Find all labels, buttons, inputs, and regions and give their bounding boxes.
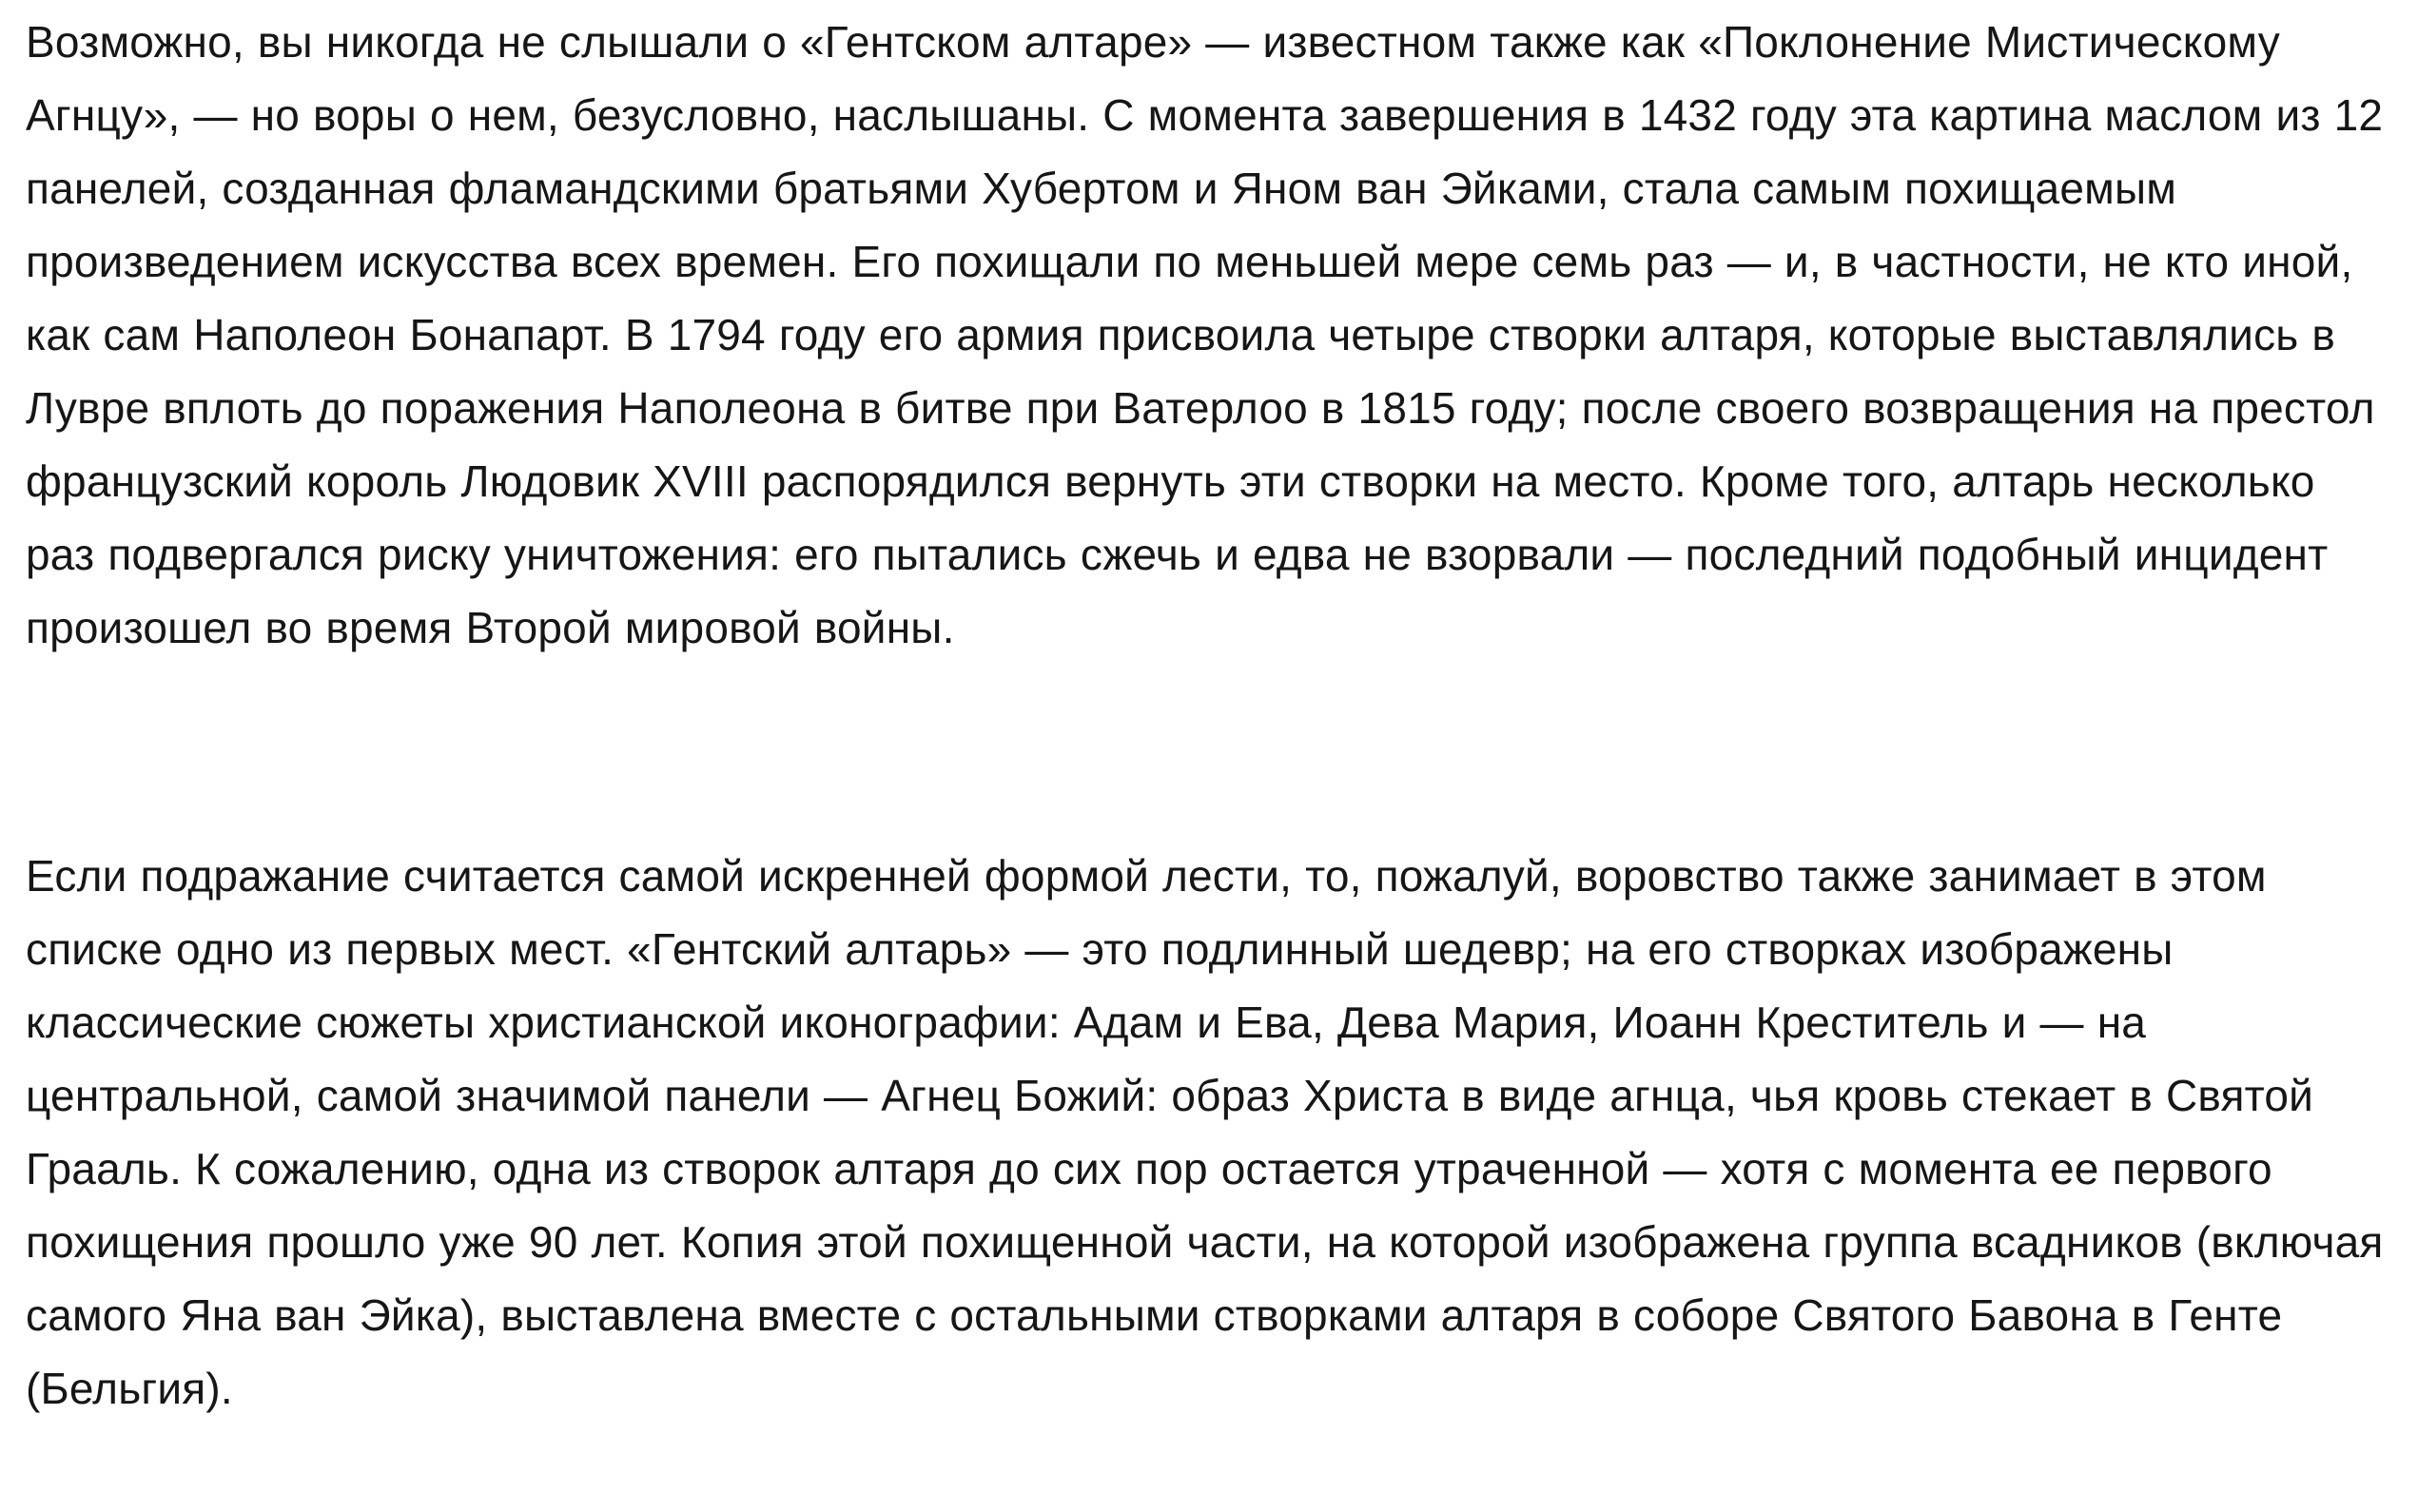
paragraph-ghent-altar-masterpiece: Если подражание считается самой искренней формой лести, то, пожалуй, воровство также занимает в этом списке одно из первых мест. «Гентский алтарь» — это подлинный шедевр; на его створках изображены классические сюжеты христианской иконографии: Адам и Ева, Дева Мария, Иоанн Креститель и — на центральной, самой значимой панели — Агнец Божий: образ Христа в виде агнца, чья кровь стекает в Святой Грааль. К сожалению, одна из створок алтаря до сих пор остается утраченной — хотя с момента ее первого похищения прошло уже 90 лет. Копия этой похищенной части, на которой изображена группа всадников (включая самого Яна ван Эйка), выставлена вместе с остальными створками алтаря в соборе Святого Бавона в Генте (Бельгия). — [26, 851, 2384, 1413]
paragraph-ghent-altar-history: Возможно, вы никогда не слышали о «Гентском алтаре» — известном также как «Поклонение Мистическому Агнцу», — но воры о нем, безусловно, наслышаны. С момента завершения в 1432 году эта картина маслом из 12 панелей, созданная фламандскими братьями Хубертом и Яном ван Эйками, стала самым похищаемым произведением искусства всех времен. Его похищали по меньшей мере семь раз — и, в частности, не кто иной, как сам Наполеон Бонапарт. В 1794 году его армия присвоила четыре створки алтаря, которые выставлялись в Лувре вплоть до поражения Наполеона в битве при Ватерлоо в 1815 году; после своего возвращения на престол французский король Людовик XVIII распорядился вернуть эти створки на место. Кроме того, алтарь несколько раз подвергался риску уничтожения: его пытались сжечь и едва не взорвали — последний подобный инцидент произошел во время Второй мировой войны. — [26, 17, 2384, 652]
